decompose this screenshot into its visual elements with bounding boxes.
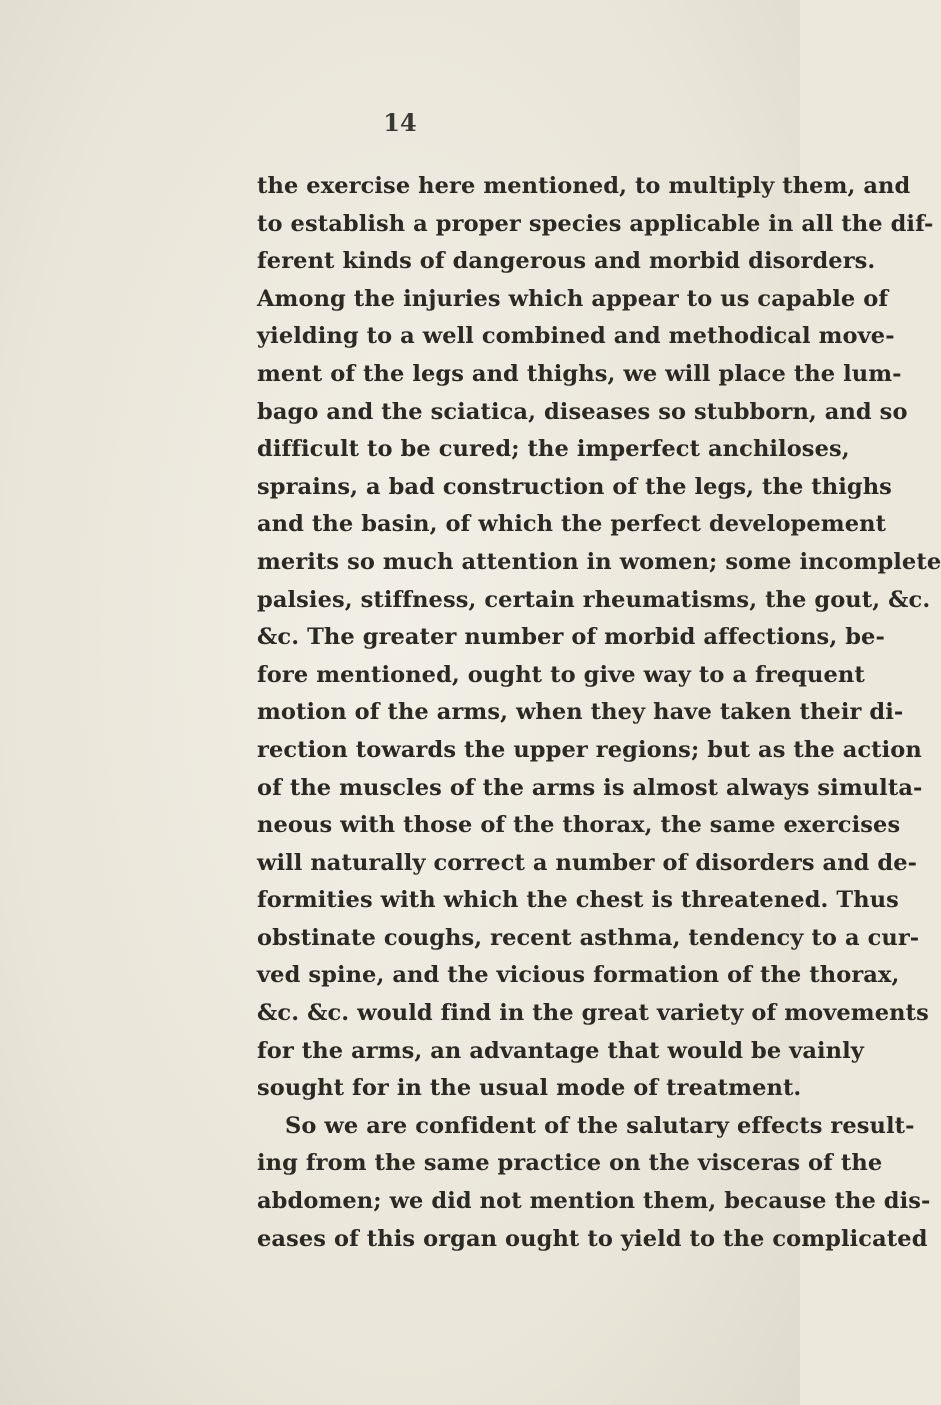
text-line: motion of the arms, when they have taken their di- <box>257 699 904 726</box>
text-line: ing from the same practice on the visceras of the <box>257 1150 883 1177</box>
paragraph-start-line: So we are confident of the salutary effects result- <box>285 1112 915 1139</box>
text-line: of the muscles of the arms is almost always simulta- <box>257 774 923 801</box>
text-line: &c. &c. would find in the great variety of movements <box>257 1000 929 1027</box>
text-line: yielding to a well combined and methodical move- <box>257 323 895 350</box>
text-line: difficult to be cured; the imperfect anchiloses, <box>257 436 850 463</box>
text-line: will naturally correct a number of disorders and de- <box>257 849 918 876</box>
text-line: formities with which the chest is threatened. Thus <box>257 887 899 914</box>
text-line: ment of the legs and thighs, we will place the lum- <box>257 360 902 387</box>
page-number: 14 <box>383 108 417 137</box>
text-line: ferent kinds of dangerous and morbid disorders. <box>257 248 876 275</box>
text-line: rection towards the upper regions; but as the action <box>257 736 922 763</box>
text-line: palsies, stiffness, certain rheumatisms, the gout, &c. <box>257 586 931 613</box>
text-line: &c. The greater number of morbid affections, be- <box>257 624 885 651</box>
paragraph-end-line: sought for in the usual mode of treatment. <box>257 1075 802 1102</box>
text-line: to establish a proper species applicable in all the dif- <box>257 210 934 237</box>
body-text <box>257 168 941 1258</box>
text-line: bago and the sciatica, diseases so stubborn, and so <box>257 398 908 425</box>
text-line: sprains, a bad construction of the legs, the thighs <box>257 473 892 500</box>
text-line: Among the injuries which appear to us capable of <box>257 285 889 312</box>
text-line: obstinate coughs, recent asthma, tendency to a cur- <box>257 924 920 951</box>
text-line: fore mentioned, ought to give way to a frequent <box>257 661 865 688</box>
text-line: ved spine, and the vicious formation of the thorax, <box>257 962 900 989</box>
text-line: and the basin, of which the perfect developement <box>257 511 887 538</box>
text-line: for the arms, an advantage that would be vainly <box>257 1037 864 1064</box>
text-line: neous with those of the thorax, the same exercises <box>257 812 901 839</box>
text-line: merits so much attention in women; some incomplete <box>257 548 941 575</box>
text-line: the exercise here mentioned, to multiply them, and <box>257 173 911 199</box>
text-line: eases of this organ ought to yield to the complicated <box>257 1225 928 1252</box>
text-line: abdomen; we did not mention them, because the dis- <box>257 1188 931 1215</box>
